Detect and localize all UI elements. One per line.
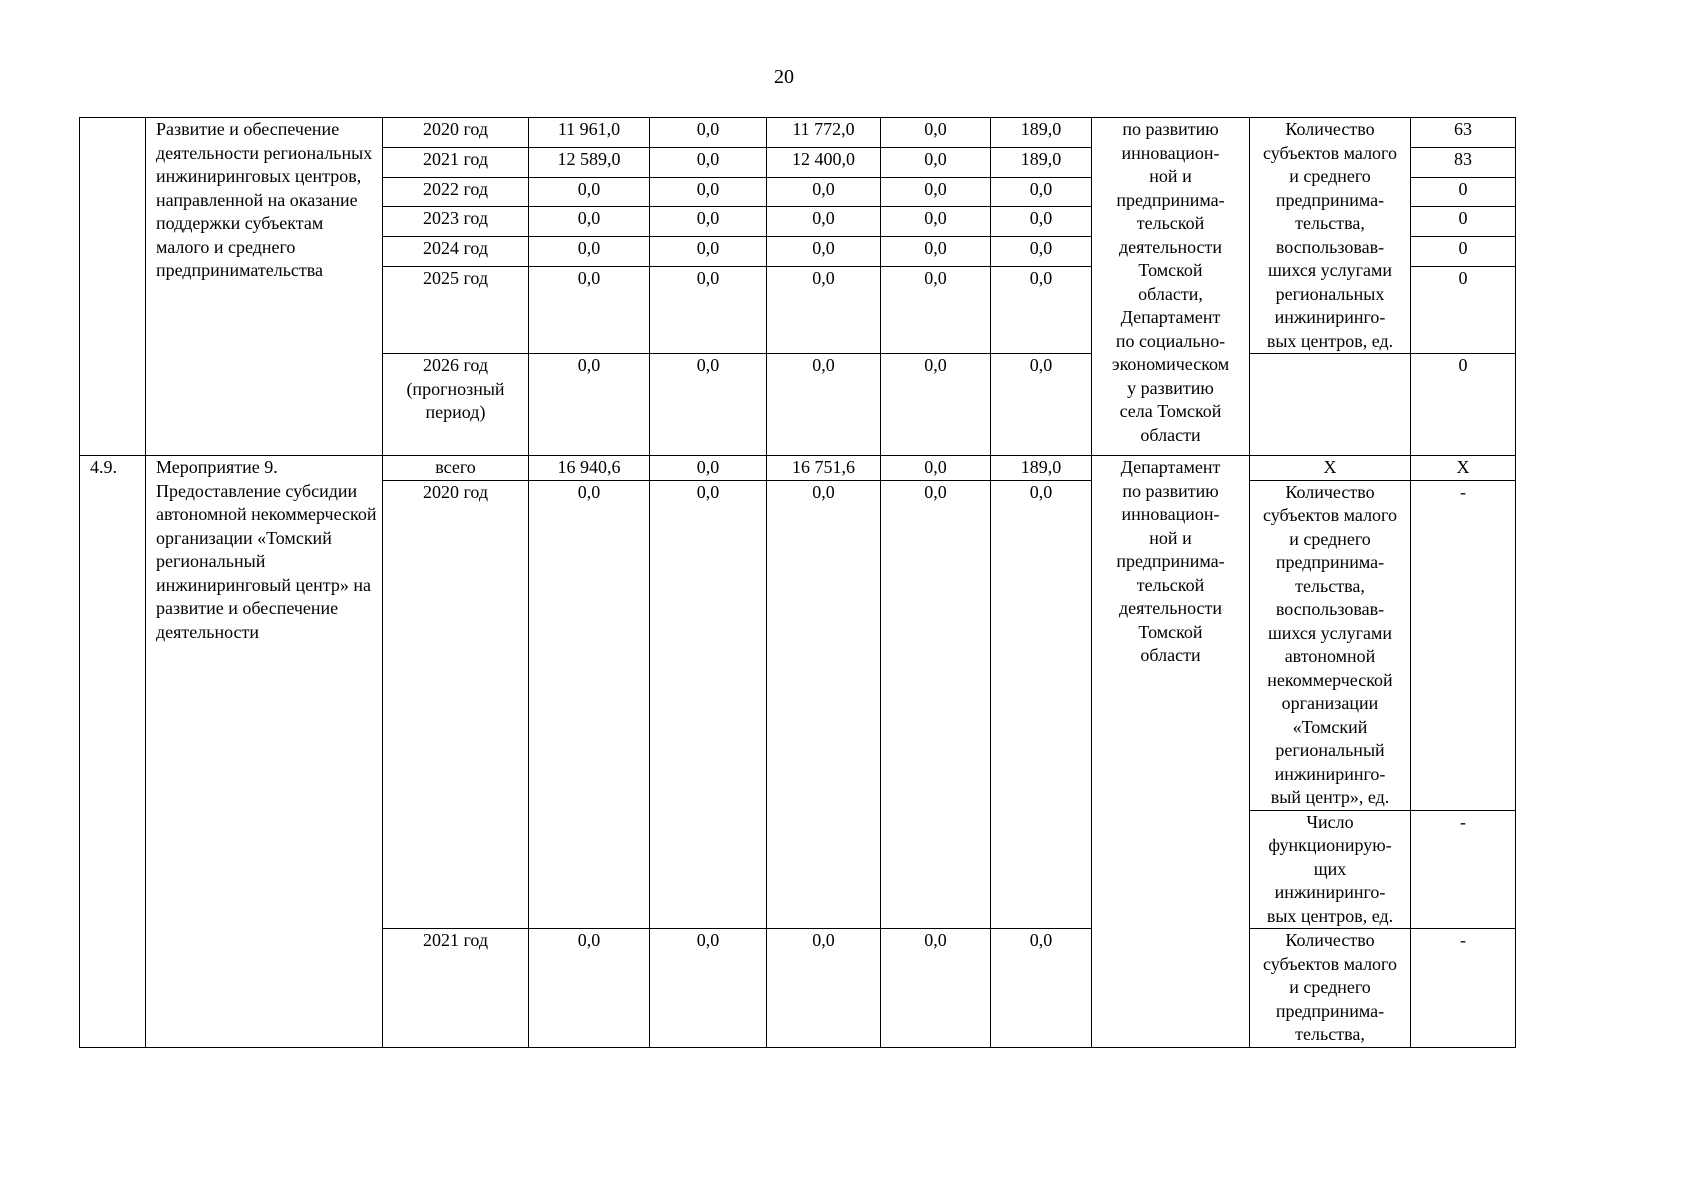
federal-cell: 0,0: [650, 207, 767, 237]
local-cell: 0,0: [881, 929, 991, 1048]
local-cell: 0,0: [881, 177, 991, 207]
federal-cell: 0,0: [650, 147, 767, 177]
total-cell: 0,0: [529, 177, 650, 207]
indicator-value-cell: Х: [1411, 456, 1516, 481]
federal-cell: 0,0: [650, 354, 767, 456]
total-cell: 12 589,0: [529, 147, 650, 177]
executor-cell: Департамент по развитию инновацион- ной и предпринима- тельской деятельности Томской области: [1092, 456, 1250, 1048]
other-cell: 189,0: [991, 118, 1092, 148]
indicator-value-cell: 63: [1411, 118, 1516, 148]
total-cell: 0,0: [529, 480, 650, 929]
federal-cell: 0,0: [650, 118, 767, 148]
indicator-value-cell: -: [1411, 810, 1516, 929]
regional-cell: 0,0: [767, 237, 881, 267]
total-cell: 0,0: [529, 266, 650, 353]
regional-cell: 16 751,6: [767, 456, 881, 481]
period-cell: 2024 год: [383, 237, 529, 267]
indicator-value-cell: 0: [1411, 177, 1516, 207]
number-cell: [80, 118, 146, 456]
local-cell: 0,0: [881, 266, 991, 353]
page-number: 20: [774, 66, 794, 88]
period-cell: 2026 год (прогнозный период): [383, 354, 529, 456]
regional-cell: 0,0: [767, 177, 881, 207]
regional-cell: 12 400,0: [767, 147, 881, 177]
indicator-name-cell: Количество субъектов малого и среднего предпринима- тельства, воспользовав- шихся услугами региональных инжиниринго- вых центров, ед.: [1250, 118, 1411, 354]
indicator-value-cell: 0: [1411, 266, 1516, 353]
indicator-value-cell: 83: [1411, 147, 1516, 177]
indicator-value-cell: 0: [1411, 207, 1516, 237]
regional-cell: 0,0: [767, 266, 881, 353]
total-cell: 11 961,0: [529, 118, 650, 148]
period-cell: 2020 год: [383, 480, 529, 929]
indicator-name-cell: Количество субъектов малого и среднего предпринима- тельства,: [1250, 929, 1411, 1048]
federal-cell: 0,0: [650, 237, 767, 267]
indicator-value-cell: -: [1411, 480, 1516, 810]
indicator-value-cell: 0: [1411, 237, 1516, 267]
regional-cell: 0,0: [767, 480, 881, 929]
other-cell: 189,0: [991, 456, 1092, 481]
regional-cell: 0,0: [767, 207, 881, 237]
period-cell: 2021 год: [383, 929, 529, 1048]
local-cell: 0,0: [881, 354, 991, 456]
other-cell: 0,0: [991, 237, 1092, 267]
table-row: [80, 118, 1516, 148]
regional-cell: 0,0: [767, 354, 881, 456]
executor-cell: по развитию инновацион- ной и предпринима- тельской деятельности Томской области, Департамент по социально- экономическом у развитию села Томской области: [1092, 118, 1250, 456]
local-cell: 0,0: [881, 147, 991, 177]
other-cell: 0,0: [991, 354, 1092, 456]
other-cell: 189,0: [991, 147, 1092, 177]
other-cell: 0,0: [991, 207, 1092, 237]
local-cell: 0,0: [881, 207, 991, 237]
activity-name-cell: Мероприятие 9. Предоставление субсидии автономной некоммерческой организации «Томский региональный инжиниринговый центр» на развитие и обеспечение деятельности: [146, 456, 383, 1048]
local-cell: 0,0: [881, 118, 991, 148]
total-cell: 0,0: [529, 207, 650, 237]
period-cell: 2025 год: [383, 266, 529, 353]
federal-cell: 0,0: [650, 266, 767, 353]
period-cell: 2022 год: [383, 177, 529, 207]
federal-cell: 0,0: [650, 929, 767, 1048]
other-cell: 0,0: [991, 177, 1092, 207]
period-cell: 2021 год: [383, 147, 529, 177]
period-cell: всего: [383, 456, 529, 481]
total-cell: 0,0: [529, 929, 650, 1048]
federal-cell: 0,0: [650, 177, 767, 207]
table-row: [80, 456, 1516, 481]
total-cell: 16 940,6: [529, 456, 650, 481]
local-cell: 0,0: [881, 237, 991, 267]
indicator-name-cell: Х: [1250, 456, 1411, 481]
indicator-name-cell: [1250, 354, 1411, 456]
regional-cell: 11 772,0: [767, 118, 881, 148]
federal-cell: 0,0: [650, 480, 767, 929]
local-cell: 0,0: [881, 456, 991, 481]
federal-cell: 0,0: [650, 456, 767, 481]
total-cell: 0,0: [529, 237, 650, 267]
regional-cell: 0,0: [767, 929, 881, 1048]
program-table: [79, 117, 1516, 1048]
indicator-value-cell: -: [1411, 929, 1516, 1048]
indicator-value-cell: 0: [1411, 354, 1516, 456]
period-cell: 2023 год: [383, 207, 529, 237]
activity-name-cell: Развитие и обеспечение деятельности региональных инжиниринговых центров, направленной на оказание поддержки субъектам малого и среднего предпринимательства: [146, 118, 383, 456]
period-cell: 2020 год: [383, 118, 529, 148]
total-cell: 0,0: [529, 354, 650, 456]
indicator-name-cell: Количество субъектов малого и среднего предпринима- тельства, воспользовав- шихся услугами автономной некоммерческой организации «Томский региональный инжиниринго- вый центр», ед.: [1250, 480, 1411, 810]
other-cell: 0,0: [991, 480, 1092, 929]
local-cell: 0,0: [881, 480, 991, 929]
other-cell: 0,0: [991, 266, 1092, 353]
number-cell: 4.9.: [80, 456, 146, 1048]
other-cell: 0,0: [991, 929, 1092, 1048]
indicator-name-cell: Число функционирую- щих инжиниринго- вых центров, ед.: [1250, 810, 1411, 929]
